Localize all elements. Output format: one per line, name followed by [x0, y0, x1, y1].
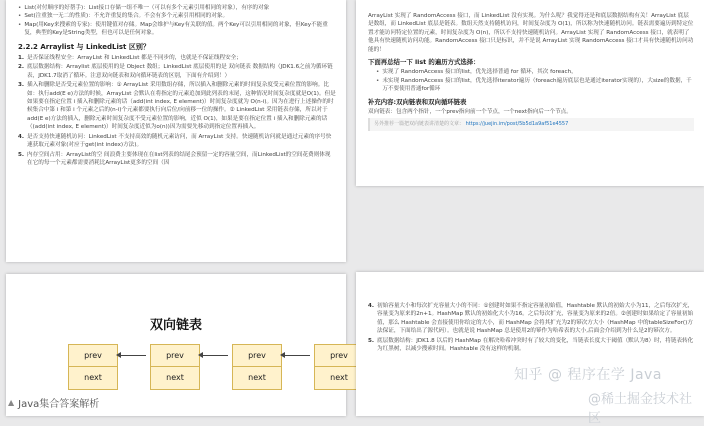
- summary-item-text: 实现了 RandomAccess 接口的list，优先选择普通 for 循环，其次 foreach，: [382, 69, 577, 76]
- randomaccess-paragraph: ArrayList 实现了 RandomAccess 接口，而 LinkedList 没有实现。为什么呢？我觉得还是和底层数据结构有关！ArrayList 底层是数组，而 LinkedList 底层是链表。数组天然支持随机访问，时间复杂度为 O(1)，所以称为快速随机访问。链表需要遍历到特定位置才能访问特定位置的元素，时间复杂度为 O(n)，所以不支持快速随机访问。ArrayList 实现了 RandomAccess 接口，就表明了他具有快速随机访问功能。RandomAccess 接口只是标识，并不是说 ArrayList 实现 RandomAccess 接口才具有快速随机访问功能的！: [368, 13, 694, 53]
- intro-item-text: Set(注重独一无二的性质)：不允许重复的集合。不会有多个元素引用相同的对象。: [24, 13, 229, 20]
- page-content: [18, 0, 336, 168]
- node-prev: prev: [69, 345, 117, 367]
- node-next: next: [330, 373, 348, 382]
- node-next: next: [84, 373, 102, 382]
- comparison-item: [18, 133, 336, 150]
- comparison-item: [18, 81, 336, 131]
- article-link[interactable]: https://juejin.im/post/5b5d1a9af51e4557: [465, 121, 569, 128]
- item-number: 3.: [18, 82, 25, 89]
- intro-item-text: Map(用Key来搜索的专家)：使用键值对存储。Map会维护与Key有关联的值。两个Key可以引用相同的对象，但Key不能重复，典型的Key是String类型，但也可以是任何对象。: [24, 21, 328, 37]
- list-node: [150, 344, 200, 390]
- diagram-title: 双向链表: [149, 318, 202, 333]
- document-page-top-left: [6, 0, 346, 262]
- item-text: 是否保证线程安全：ArrayList 和 LinkedList 都是不同步的，也就是不保证线程安全；: [27, 55, 242, 62]
- bullet-icon: •: [376, 77, 380, 84]
- document-page-top-right: [356, 0, 704, 186]
- item-number: 5.: [368, 337, 375, 344]
- hashmap-item: [368, 302, 694, 336]
- node-next: next: [166, 373, 184, 382]
- section-heading: 2.2.2 Arraylist 与 LinkedList 区别？: [18, 42, 150, 51]
- list-node: [68, 344, 118, 390]
- item-number: 2.: [18, 64, 25, 71]
- bullet-icon: •: [376, 69, 380, 76]
- comparison-list: [18, 54, 336, 167]
- intro-item: [18, 21, 336, 38]
- intro-item: [18, 12, 336, 20]
- comparison-item: [18, 63, 336, 80]
- summary-list: [368, 68, 694, 93]
- summary-item: [368, 77, 694, 94]
- hashmap-comparison-list: [368, 302, 694, 353]
- collection-intro-list: [18, 4, 336, 38]
- comparison-item: [18, 151, 336, 168]
- page-content: [368, 0, 694, 133]
- image-caption: [8, 395, 99, 410]
- link-note: [368, 118, 694, 130]
- node-prev: prev: [151, 345, 199, 367]
- item-text: 初始容量大小和每次扩充容量大小的不同：①创建时如果不指定容量初始值，Hashtable 默认的初始大小为11，之后每次扩充，容量变为原来的2n+1。HashMap 默认的初始化大小为16。之后每次扩充，容量变为原来的2倍。②创建时如果给定了容量初始值，那么 Hashtable 会直接使用你给定的大小，而 HashMap 会将其扩充为2的幂次方大小（HashMap 中的tableSizeFor()方法保证，下面给出了源代码）。也就是说 HashMap 总是使用2的幂作为哈希表的大小,后面会介绍到为什么是2的幂次方。: [377, 303, 694, 335]
- item-text: 底层数据结构：JDK1.8 以后的 HashMap 在解决哈希冲突时有了较大的变化，当链表长度大于阈值（默认为8）时，将链表转化为红黑树，以减少搜索时间。Hashtable 没有这样的机制。: [377, 337, 694, 353]
- watermark-juejin: @稀土掘金技术社区: [588, 392, 693, 426]
- intro-item-text: List(对付顺序的好帮手)：List接口存储一组不唯一（可以有多个元素引用相同的对象），有序的对象: [24, 5, 270, 11]
- item-number: 4.: [368, 303, 375, 309]
- item-text: 插入和删除是否受元素位置的影响：① ArrayList 采用数组存储，所以插入和删除元素的时间复杂度受元素位置的影响。比如：执行add(E e)方法的时候，ArrayList 会默认在将指定的元素追加到此列表的末尾，这种情况时间复杂度就是O(1)。但是如果要在指定位置 i 插入和删除元素的话（add(int index, E element)）时间复杂度就为 O(n-i)。因为在进行上述操作的时候集合中第 i 和第 i 个元素之后的(n-i)个元素都要执行向后位/向前移一位的操作。② LinkedList 采用链表存储，所以对于add(E e)方法的插入，删除元素时间复杂度不受元素位置的影响，近似 O(1)，如果是要在指定位置 i 插入和删除元素的话（(add(int index, E element)）时间复杂度近似为o(n))因为需要先移动到指定位置再插入。: [27, 82, 336, 131]
- item-number: 5.: [18, 151, 25, 158]
- hashmap-item: [368, 337, 694, 354]
- bullet-icon: •: [18, 21, 22, 28]
- item-text: 底层数据结构：Arraylist 底层使用的是 Object 数组；LinkedList 底层使用的是 双向链表 数据结构（JDK1.6之前为循环链表，JDK1.7取消了循环。注意双向链表和双向循环链表的区别，下面有介绍到！）: [27, 64, 333, 79]
- watermark-zhihu: 知乎 @ 程序在学 Java: [514, 367, 662, 383]
- prev-arrow: [284, 355, 310, 356]
- item-text: 是否支持快速随机访问：LinkedList 不支持高效的随机元素访问，而 ArrayList 支持。快速随机访问就是通过元素的序号快速获取元素对象(对应于get(int index)方法)。: [27, 133, 332, 149]
- prev-arrow: [120, 355, 146, 356]
- item-text: 内存空间占用：ArrayList的空 间浪费主要体现在在list列表的结尾会预留一定的容量空间，而LinkedList的空间花费则体现在它的每一个元素都需要消耗比ArrayList更多的空间（因: [27, 151, 331, 166]
- bullet-icon: •: [18, 5, 22, 11]
- prev-arrow: [202, 355, 228, 356]
- supplement-body: 双向链表：包含两个指针，一个prev指向前一个节点，一个next指向后一个节点。: [368, 109, 572, 116]
- page-content: [368, 272, 694, 354]
- node-prev: prev: [233, 345, 281, 367]
- node-prev: prev: [315, 345, 363, 367]
- link-label: 另外推荐一篇把双向链表讲清楚的文章：: [374, 121, 465, 128]
- node-next: next: [248, 373, 266, 382]
- item-number: 1.: [18, 55, 25, 62]
- item-number: 4.: [18, 133, 25, 140]
- supplement-text: [368, 108, 694, 116]
- triangle-icon: ▲: [8, 398, 15, 407]
- summary-title: 下面再总结一下 list 的遍历方式选择：: [368, 58, 480, 67]
- list-node: [232, 344, 282, 390]
- caption-text: Java集合答案解析: [18, 399, 100, 410]
- bullet-icon: •: [18, 13, 22, 20]
- comparison-item: [18, 54, 336, 62]
- summary-item-text: 未实现 RandomAccess 接口的list，优先选择iterator遍历（foreach遍历底层也是通过iterator实现的），大size的数据，千万不要使用普通for循环: [382, 77, 692, 93]
- intro-item: [18, 4, 336, 12]
- supplement-title: 补充内容:双向链表和双向循环链表: [368, 97, 467, 106]
- summary-item: [368, 68, 694, 76]
